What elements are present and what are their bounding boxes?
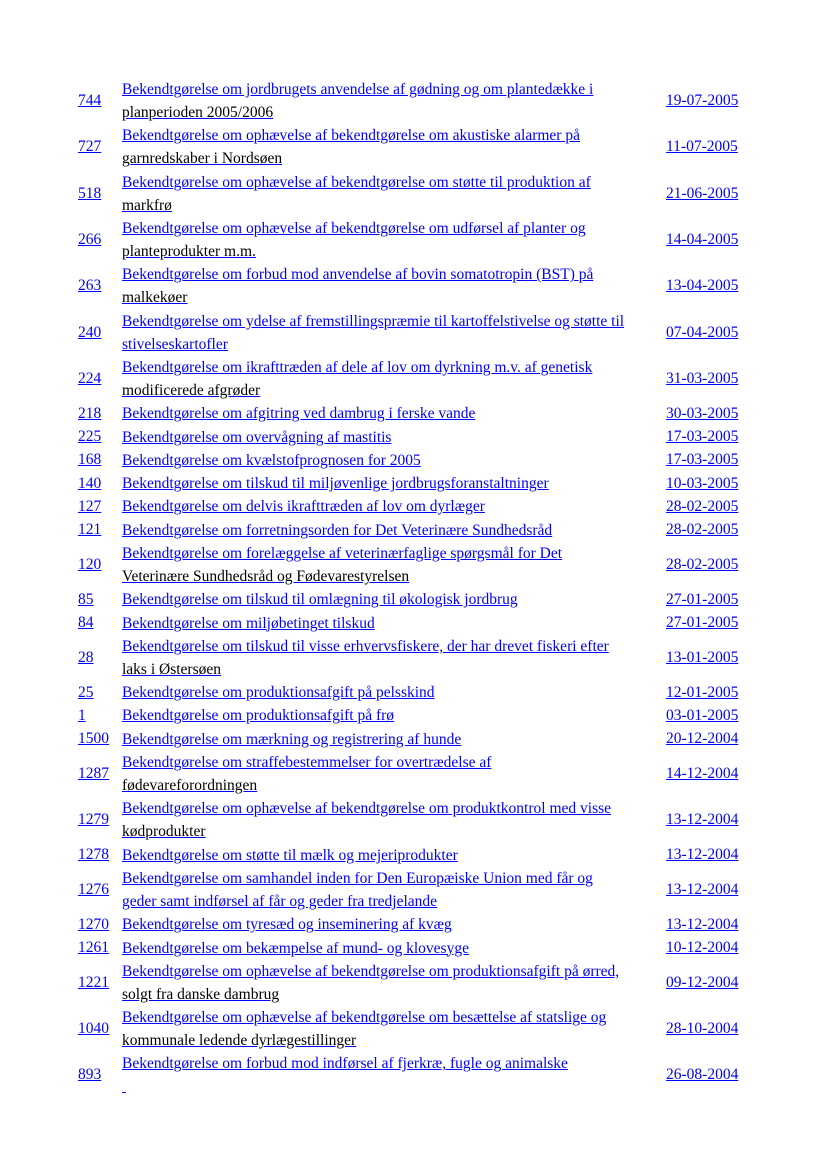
number-link[interactable]: 263 [78, 277, 102, 295]
number-link[interactable]: 240 [78, 323, 102, 341]
number-link[interactable]: 168 [78, 451, 102, 469]
list-item [78, 704, 748, 727]
title-link[interactable]: Bekendtgørelse om overvågning af mastitis [122, 428, 392, 446]
title-link[interactable]: Bekendtgørelse om kvælstofprognosen for 2005 [122, 451, 421, 469]
list-item [78, 635, 748, 681]
list-item [78, 588, 748, 611]
title-line-2: geder samt indførsel af får og geder fra tredjelande [122, 892, 438, 910]
title-link[interactable] [122, 1009, 606, 1049]
date-link[interactable]: 27-01-2005 [666, 590, 739, 608]
number-link[interactable]: 266 [78, 231, 102, 249]
number-link[interactable]: 224 [78, 369, 102, 387]
list-item [78, 263, 748, 309]
date-link[interactable]: 31-03-2005 [666, 369, 739, 387]
title-link[interactable] [122, 81, 593, 121]
list-item [78, 1006, 748, 1052]
list-item [78, 681, 748, 704]
title-link[interactable] [122, 870, 593, 910]
title-link[interactable]: Bekendtgørelse om produktionsafgift på frø [122, 707, 395, 725]
title-line-1: Bekendtgørelse om samhandel inden for Den Europæiske Union med får og [122, 869, 593, 887]
title-line-2: fødevareforordningen [122, 777, 258, 795]
list-item [78, 472, 748, 495]
title-link[interactable] [122, 359, 592, 399]
date-link[interactable]: 13-04-2005 [666, 277, 739, 295]
title-link[interactable]: Bekendtgørelse om forretningsorden for Det Veterinære Sundhedsråd [122, 521, 553, 539]
list-item [78, 217, 748, 263]
title-line-1: Bekendtgørelse om jordbrugets anvendelse af gødning og om plantedække i [122, 81, 594, 99]
list-item [78, 611, 748, 634]
title-link[interactable] [122, 127, 580, 167]
date-link[interactable]: 28-10-2004 [666, 1020, 739, 1038]
date-link[interactable]: 28-02-2005 [666, 497, 739, 515]
title-line-2: kommunale ledende dyrlægestillinger [122, 1032, 357, 1050]
number-link[interactable]: 893 [78, 1066, 102, 1084]
title-line-2: garnredskaber i Nordsøen [122, 150, 283, 168]
title-link[interactable] [122, 545, 562, 585]
list-item [78, 519, 748, 542]
number-link[interactable]: 1270 [78, 915, 109, 933]
title-link[interactable]: Bekendtgørelse om tyresæd og inseminering af kvæg [122, 916, 452, 934]
number-link[interactable]: 1279 [78, 811, 109, 829]
number-link[interactable]: 121 [78, 521, 102, 539]
list-item [78, 171, 748, 217]
date-link[interactable]: 13-01-2005 [666, 648, 739, 666]
number-link[interactable]: 218 [78, 404, 102, 422]
title-link[interactable]: Bekendtgørelse om produktionsafgift på pelsskind [122, 684, 435, 702]
title-line-2: planteprodukter m.m. [122, 243, 256, 261]
title-link[interactable] [122, 266, 593, 306]
title-line-2: stivelseskartofler [122, 335, 228, 353]
title-line-2: planperioden 2005/2006 [122, 104, 274, 122]
title-line-1: Bekendtgørelse om ydelse af fremstillingspræmie til kartoffelstivelse og støtte til [122, 312, 625, 330]
date-link[interactable]: 12-01-2005 [666, 683, 739, 701]
number-link[interactable]: 28 [78, 648, 94, 666]
title-line-1: Bekendtgørelse om ophævelse af bekendtgørelse om støtte til produktion af [122, 173, 591, 191]
list-item [78, 542, 748, 588]
list-item [78, 356, 748, 402]
title-link[interactable] [122, 638, 609, 678]
title-line-1: Bekendtgørelse om ophævelse af bekendtgørelse om besættelse af statslige og [122, 1009, 607, 1027]
date-link[interactable]: 10-12-2004 [666, 939, 739, 957]
list-item [78, 797, 748, 843]
date-link[interactable]: 19-07-2005 [666, 92, 739, 110]
number-link[interactable]: 1500 [78, 730, 109, 748]
title-line-1: Bekendtgørelse om ophævelse af bekendtgørelse om udførsel af planter og [122, 220, 586, 238]
date-link[interactable]: 30-03-2005 [666, 404, 739, 422]
number-link[interactable]: 140 [78, 474, 102, 492]
legislation-list [78, 78, 748, 1099]
title-line-1: Bekendtgørelse om forbud mod anvendelse af bovin somatotropin (BST) på [122, 266, 594, 284]
date-link[interactable]: 07-04-2005 [666, 323, 739, 341]
number-link[interactable]: 1221 [78, 973, 109, 991]
number-link[interactable]: 518 [78, 184, 102, 202]
title-link[interactable]: Bekendtgørelse om tilskud til omlægning til økologisk jordbrug [122, 591, 518, 609]
title-link[interactable] [122, 963, 619, 1003]
date-link[interactable]: 28-02-2005 [666, 521, 739, 539]
list-item [78, 728, 748, 751]
date-link[interactable]: 28-02-2005 [666, 556, 739, 573]
title-link[interactable] [122, 1055, 568, 1095]
title-line-1: Bekendtgørelse om tilskud til visse erhvervsfiskere, der har drevet fiskeri efter [122, 637, 609, 655]
date-link[interactable]: 27-01-2005 [666, 614, 739, 632]
date-link[interactable]: 13-12-2004 [666, 880, 739, 898]
number-link[interactable]: 727 [78, 138, 102, 156]
number-link[interactable]: 225 [78, 428, 102, 446]
title-link[interactable] [122, 220, 586, 260]
number-link[interactable]: 85 [78, 590, 94, 608]
title-line-1: Bekendtgørelse om forbud mod indførsel af fjerkræ, fugle og animalske [122, 1055, 568, 1073]
list-item [78, 867, 748, 913]
number-link[interactable]: 1276 [78, 880, 109, 898]
list-item [78, 124, 748, 170]
date-link[interactable]: 14-04-2005 [666, 231, 739, 249]
list-item [78, 402, 748, 425]
date-link[interactable]: 20-12-2004 [666, 730, 739, 748]
number-link[interactable]: 25 [78, 683, 94, 701]
number-link[interactable]: 1261 [78, 939, 109, 957]
date-link[interactable]: 13-12-2004 [666, 846, 739, 864]
title-line-1: Bekendtgørelse om forelæggelse af veterinærfaglige spørgsmål for Det [122, 545, 563, 562]
list-item [78, 425, 748, 448]
number-link[interactable]: 1278 [78, 846, 109, 864]
list-item [78, 449, 748, 472]
title-link[interactable] [122, 754, 491, 794]
title-line-1: Bekendtgørelse om ophævelse af bekendtgørelse om produktionsafgift på ørred, [122, 962, 620, 980]
title-line-2: solgt fra danske dambrug [122, 985, 280, 1003]
title-link[interactable]: Bekendtgørelse om tilskud til miljøvenlige jordbrugsforanstaltninger [122, 475, 549, 493]
number-link[interactable]: 1287 [78, 765, 109, 783]
list-item [78, 960, 748, 1006]
number-link[interactable]: 120 [78, 556, 102, 573]
title-link[interactable]: Bekendtgørelse om delvis ikrafttræden af lov om dyrlæger [122, 498, 485, 516]
date-link[interactable]: 17-03-2005 [666, 451, 739, 469]
list-item [78, 751, 748, 797]
title-line-1: Bekendtgørelse om ophævelse af bekendtgørelse om produktkontrol med visse [122, 800, 612, 818]
date-link[interactable]: 03-01-2005 [666, 706, 739, 724]
list-item [78, 495, 748, 518]
number-link[interactable]: 84 [78, 614, 94, 632]
title-line-1: Bekendtgørelse om ophævelse af bekendtgørelse om akustiske alarmer på [122, 127, 580, 145]
title-link[interactable]: Bekendtgørelse om afgitring ved dambrug i ferske vande [122, 405, 476, 423]
number-link[interactable]: 127 [78, 497, 102, 515]
list-item [78, 936, 748, 959]
date-link[interactable]: 09-12-2004 [666, 973, 739, 991]
title-line-2: kødprodukter [122, 823, 206, 841]
list-item [78, 844, 748, 867]
list-item [78, 913, 748, 936]
title-line-2: Veterinære Sundhedsråd og Fødevarestyrelsen [122, 568, 410, 585]
list-item [78, 309, 748, 355]
list-item [78, 1052, 748, 1098]
title-link[interactable]: Bekendtgørelse om bekæmpelse af mund- og klovesyge [122, 939, 469, 957]
date-link[interactable]: 10-03-2005 [666, 474, 739, 492]
date-link[interactable]: 17-03-2005 [666, 428, 739, 446]
title-link[interactable]: Bekendtgørelse om støtte til mælk og mejeriprodukter [122, 846, 458, 864]
date-link[interactable]: 13-12-2004 [666, 811, 739, 829]
number-link[interactable]: 1040 [78, 1020, 109, 1038]
title-link[interactable]: Bekendtgørelse om mærkning og registrering af hunde [122, 730, 462, 748]
title-link[interactable] [122, 800, 611, 840]
title-link[interactable] [122, 174, 591, 214]
title-link[interactable]: Bekendtgørelse om miljøbetinget tilskud [122, 614, 375, 632]
date-link[interactable]: 14-12-2004 [666, 765, 739, 783]
title-line-2: malkekøer [122, 289, 188, 307]
title-line-2: laks i Østersøen [122, 660, 222, 678]
date-link[interactable]: 26-08-2004 [666, 1066, 739, 1084]
number-link[interactable]: 1 [78, 706, 86, 724]
title-link[interactable] [122, 313, 624, 353]
date-link[interactable]: 21-06-2005 [666, 184, 739, 202]
date-link[interactable]: 11-07-2005 [666, 138, 738, 156]
title-line-2: markfrø [122, 196, 172, 214]
number-link[interactable]: 744 [78, 92, 102, 110]
title-line-1: Bekendtgørelse om straffebestemmelser for overtrædelse af [122, 754, 492, 772]
title-line-1: Bekendtgørelse om ikrafttræden af dele af lov om dyrkning m.v. af genetisk [122, 358, 593, 376]
title-line-2: modificerede afgrøder [122, 381, 261, 399]
date-link[interactable]: 13-12-2004 [666, 915, 739, 933]
list-item [78, 78, 748, 124]
